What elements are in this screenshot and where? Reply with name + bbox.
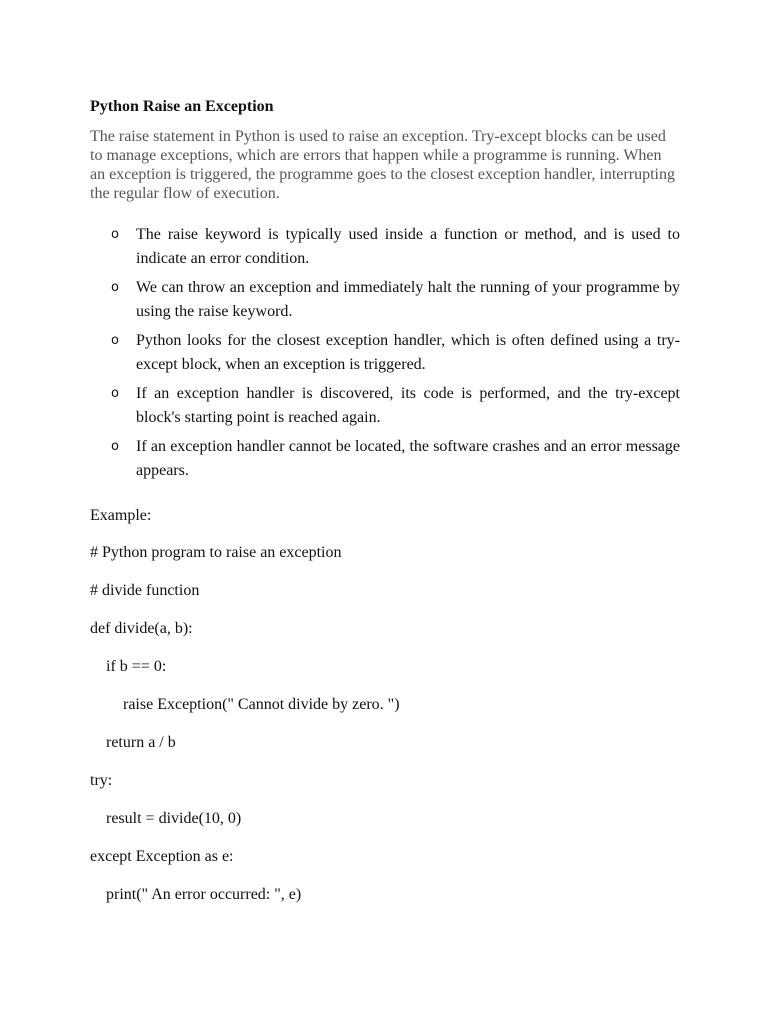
code-line: raise Exception(" Cannot divide by zero. ")	[123, 696, 400, 713]
code-line: result = divide(10, 0)	[106, 810, 242, 827]
list-item	[90, 435, 680, 483]
list-item-text: If an exception handler cannot be located, the software crashes and an error message appears.	[136, 438, 680, 479]
bullet-marker-icon: o	[111, 333, 119, 348]
example-label: Example:	[90, 507, 152, 524]
list-item-text: Python looks for the closest exception handler, which is often defined using a try-except block, when an exception is triggered.	[136, 332, 680, 373]
code-line: # divide function	[90, 582, 200, 599]
code-line: return a / b	[106, 734, 176, 751]
code-line: try:	[90, 772, 113, 789]
bullet-list	[90, 223, 680, 483]
bullet-marker-icon: o	[111, 439, 119, 454]
code-line: except Exception as e:	[90, 848, 234, 865]
code-line: if b == 0:	[106, 658, 167, 675]
list-item	[90, 382, 680, 430]
list-item-text: We can throw an exception and immediately halt the running of your programme by using the raise keyword.	[136, 279, 680, 320]
intro-paragraph: The raise statement in Python is used to raise an exception. Try-except blocks can be used to manage exceptions, which are errors that happen while a programme is running. When an exception is triggered, the programme goes to the closest exception handler, interrupting the regular flow of execution.	[90, 128, 675, 202]
list-item-text: The raise keyword is typically used inside a function or method, and is used to indicate an error condition.	[136, 226, 680, 267]
list-item-text: If an exception handler is discovered, its code is performed, and the try-except block's starting point is reached again.	[136, 385, 680, 426]
page-title: Python Raise an Exception	[90, 98, 274, 115]
bullet-marker-icon: o	[111, 386, 119, 401]
list-item	[90, 223, 680, 271]
list-item	[90, 276, 680, 324]
code-line: print(" An error occurred: ", e)	[106, 886, 302, 903]
bullet-marker-icon: o	[111, 280, 119, 295]
document-page	[90, 96, 680, 922]
bullet-marker-icon: o	[111, 227, 119, 242]
code-line: # Python program to raise an exception	[90, 544, 342, 561]
list-item	[90, 329, 680, 377]
code-block	[90, 542, 680, 922]
code-line: def divide(a, b):	[90, 620, 193, 637]
